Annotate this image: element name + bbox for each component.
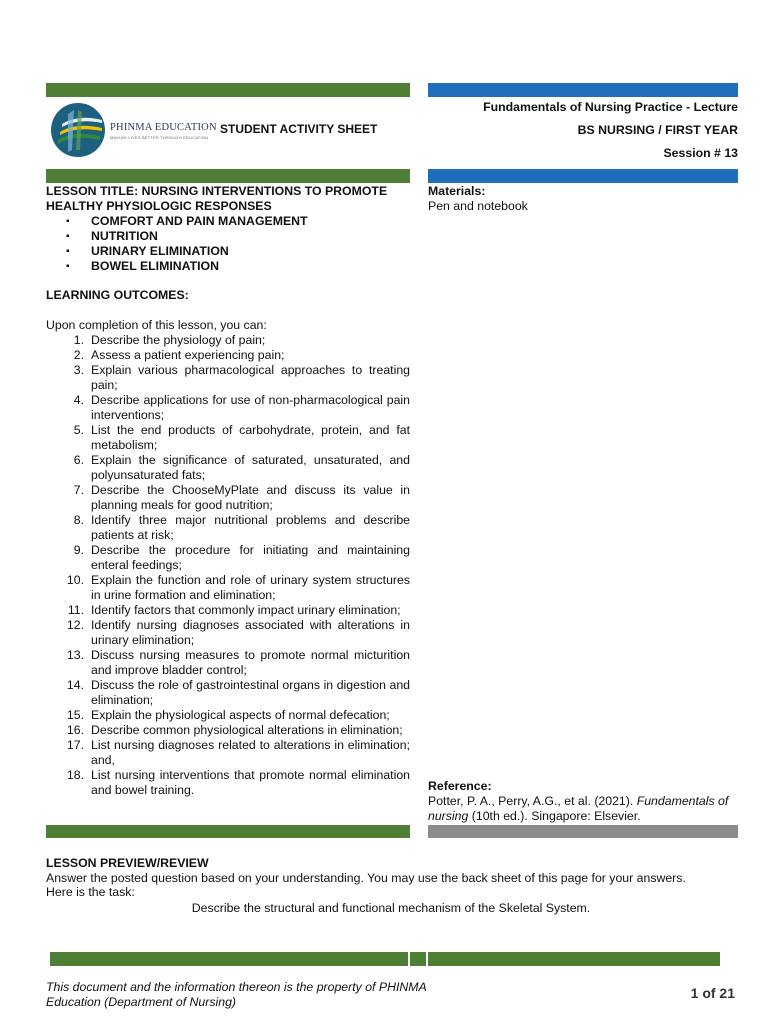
lesson-preview xyxy=(46,856,736,915)
learning-outcome-text: Discuss the role of gastrointestinal organs in digestion and elimination; xyxy=(91,678,410,707)
learning-outcomes-heading: LEARNING OUTCOMES: xyxy=(46,288,189,302)
preview-task: Describe the structural and functional mechanism of the Skeletal System. xyxy=(191,900,591,915)
learning-outcome-text: List nursing interventions that promote normal elimination and bowel training. xyxy=(91,768,410,797)
learning-outcome-item xyxy=(46,483,410,513)
learning-outcome-text: List the end products of carbohydrate, protein, and fat metabolism; xyxy=(91,423,410,452)
program-label: BS NURSING / FIRST YEAR xyxy=(577,123,738,137)
learning-outcome-text: Describe the ChooseMyPlate and discuss its value in planning meals for good nutrition; xyxy=(91,483,410,512)
learning-outcome-text: Explain the significance of saturated, unsaturated, and polyunsaturated fats; xyxy=(91,453,410,482)
lesson-title: LESSON TITLE: NURSING INTERVENTIONS TO PROMOTE HEALTHY PHYSIOLOGIC RESPONSES xyxy=(46,184,388,213)
lesson-column xyxy=(46,184,410,798)
header-bar-left xyxy=(46,83,410,97)
learning-outcome-item xyxy=(46,768,410,798)
learning-outcome-item xyxy=(46,618,410,648)
learning-outcome-item xyxy=(46,738,410,768)
footer-bar-mid xyxy=(410,952,426,966)
learning-outcome-number: 17. xyxy=(66,738,84,752)
materials-heading: Materials: xyxy=(428,184,486,198)
learning-outcome-number: 4. xyxy=(73,393,84,407)
learning-outcome-number: 8. xyxy=(73,513,84,527)
learning-outcome-item xyxy=(46,648,410,678)
topic-item: ▪ COMFORT AND PAIN MANAGEMENT xyxy=(46,214,410,229)
learning-outcomes-intro: Upon completion of this lesson, you can: xyxy=(46,318,267,332)
sheet-title: STUDENT ACTIVITY SHEET xyxy=(220,122,378,136)
learning-outcome-item xyxy=(46,513,410,543)
learning-outcome-item xyxy=(46,723,410,738)
learning-outcome-text: Explain various pharmacological approaches to treating pain; xyxy=(91,363,410,392)
learning-outcome-number: 14. xyxy=(66,678,84,692)
learning-outcome-item xyxy=(46,363,410,393)
learning-outcome-number: 11. xyxy=(67,603,84,617)
reference-title: Fundamentals of nursing xyxy=(428,794,729,823)
preview-heading: LESSON PREVIEW/REVIEW xyxy=(46,856,209,870)
logo-name: PHINMA EDUCATION xyxy=(110,122,217,133)
learning-outcome-text: Identify three major nutritional problems and describe patients at risk; xyxy=(91,513,410,542)
learning-outcome-number: 2. xyxy=(73,348,84,362)
reference-authors: Potter, P. A., Perry, A.G., et al. (2021). xyxy=(428,794,637,808)
learning-outcome-text: Assess a patient experiencing pain; xyxy=(91,348,285,362)
learning-outcome-item xyxy=(46,603,410,618)
footer-bar-right xyxy=(428,952,720,966)
learning-outcome-number: 16. xyxy=(66,723,84,737)
materials-block xyxy=(428,184,738,214)
learning-outcome-item xyxy=(46,453,410,483)
learning-outcome-item xyxy=(46,573,410,603)
learning-outcome-number: 6. xyxy=(73,453,84,467)
learning-outcome-number: 18. xyxy=(66,768,84,782)
materials-text: Pen and notebook xyxy=(428,199,528,213)
topic-item: ▪ BOWEL ELIMINATION xyxy=(46,259,410,274)
reference-heading: Reference: xyxy=(428,779,492,793)
section-bar-left xyxy=(46,169,410,183)
learning-outcome-text: List nursing diagnoses related to alterations in elimination; and, xyxy=(91,738,410,767)
learning-outcome-text: Identify factors that commonly impact urinary elimination; xyxy=(91,603,401,617)
learning-outcome-item xyxy=(46,423,410,453)
page-number: 1 of 21 xyxy=(690,985,735,1001)
reference-publisher: (10th ed.). Singapore: Elsevier. xyxy=(468,809,641,823)
phinma-logo-icon xyxy=(48,100,108,160)
learning-outcome-number: 10. xyxy=(66,573,84,587)
footer-disclaimer: This document and the information thereon is the property of PHINMA Education (Department of Nursing) xyxy=(46,980,427,1009)
learning-outcome-text: Describe the physiology of pain; xyxy=(91,333,266,347)
preview-instructions: Answer the posted question based on your understanding. You may use the back sheet of this page for your answers. xyxy=(46,870,686,885)
topic-list xyxy=(46,214,410,274)
learning-outcome-text: Discuss nursing measures to promote normal micturition and improve bladder control; xyxy=(91,648,410,677)
learning-outcome-text: Identify nursing diagnoses associated with alterations in urinary elimination; xyxy=(91,618,410,647)
logo-tagline: MAKING LIVES BETTER THROUGH EDUCATION xyxy=(110,135,209,140)
session-label: Session # 13 xyxy=(663,146,738,160)
learning-outcome-number: 12. xyxy=(66,618,84,632)
learning-outcome-number: 5. xyxy=(73,423,84,437)
header-bar-right xyxy=(428,83,738,97)
reference-text xyxy=(428,794,738,824)
learning-outcome-text: Describe common physiological alterations in elimination; xyxy=(91,723,403,737)
topic-item: ▪ URINARY ELIMINATION xyxy=(46,244,410,259)
learning-outcome-number: 9. xyxy=(73,543,84,557)
course-title: Fundamentals of Nursing Practice - Lecture xyxy=(483,100,738,114)
learning-outcome-text: Describe applications for use of non-pharmacological pain interventions; xyxy=(91,393,410,422)
learning-outcome-item xyxy=(46,393,410,423)
learning-outcome-item xyxy=(46,348,410,363)
footer-bar-left xyxy=(50,952,408,966)
learning-outcome-number: 1. xyxy=(73,333,84,347)
learning-outcome-item xyxy=(46,543,410,573)
learning-outcome-item xyxy=(46,333,410,348)
learning-outcome-text: Explain the physiological aspects of normal defecation; xyxy=(91,708,390,722)
learning-outcome-number: 15. xyxy=(66,708,84,722)
learning-outcome-number: 7. xyxy=(73,483,84,497)
divider-bar-right xyxy=(428,825,738,838)
preview-task-label: Here is the task: xyxy=(46,885,135,899)
section-bar-right xyxy=(428,169,738,183)
topic-item: ▪ NUTRITION xyxy=(46,229,410,244)
reference-block xyxy=(428,779,738,824)
divider-bar-left xyxy=(46,825,410,838)
learning-outcome-item xyxy=(46,678,410,708)
learning-outcome-number: 3. xyxy=(73,363,84,377)
learning-outcome-item xyxy=(46,708,410,723)
learning-outcome-text: Explain the function and role of urinary system structures in urine formation and elimination; xyxy=(91,573,410,602)
learning-outcome-number: 13. xyxy=(66,648,84,662)
learning-outcomes-list xyxy=(46,333,410,798)
learning-outcome-text: Describe the procedure for initiating and maintaining enteral feedings; xyxy=(91,543,410,572)
